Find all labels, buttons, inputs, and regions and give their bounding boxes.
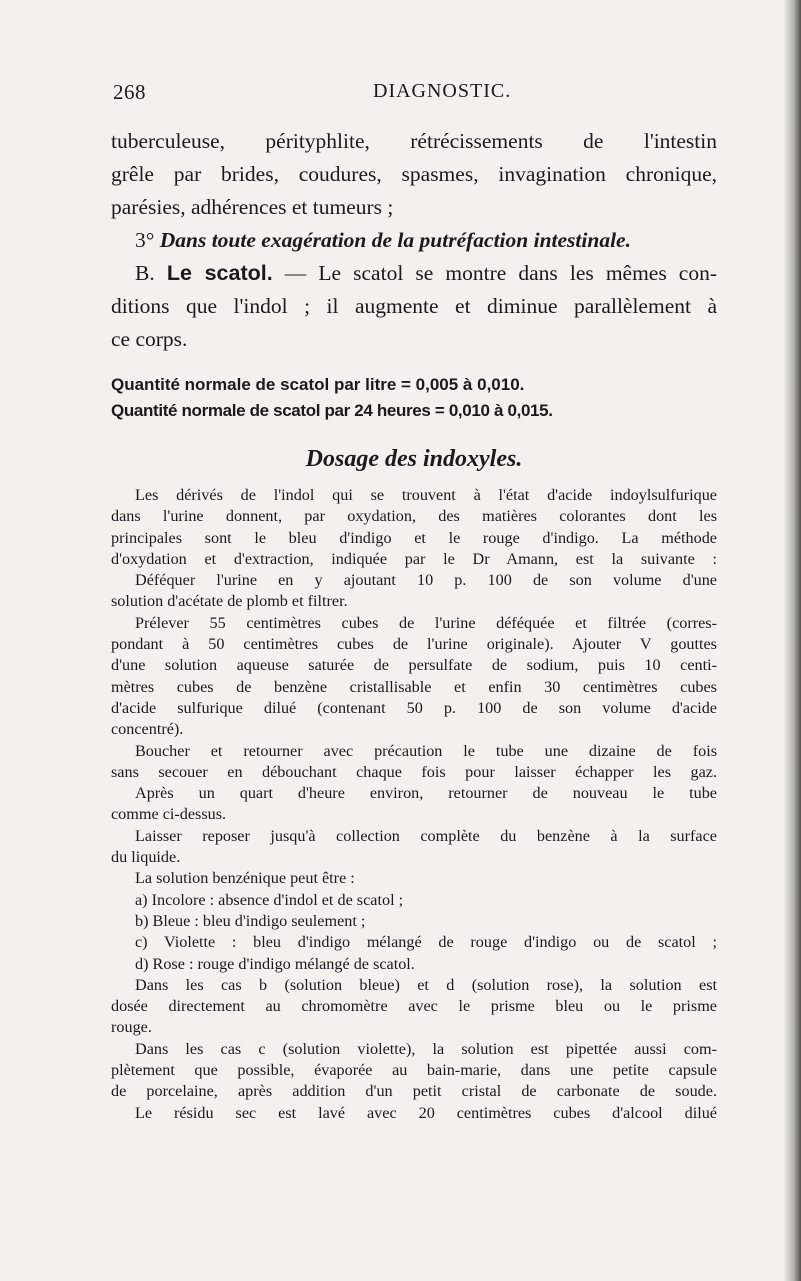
text-line: b) Bleue : bleu d'indigo seulement ; xyxy=(135,911,366,930)
text-line: Les dérivés de l'indol qui se trouvent à l'état d'acide indoylsulfurique xyxy=(135,486,717,504)
text-line: Le résidu sec est lavé avec 20 centimètres cubes d'alcool dilué xyxy=(135,1103,717,1122)
text-line: comme ci-dessus. xyxy=(111,805,227,824)
text-line: dans l'urine donnent, par oxydation, des matières colorantes dont les xyxy=(111,507,717,526)
text-line: Après un quart d'heure environ, retourner de nouveau le tube xyxy=(135,784,717,803)
item-3 xyxy=(111,224,717,257)
page-body xyxy=(111,125,717,1124)
text-line: d'oxydation et d'extraction, indiquée par le Dr Amann, est la suivante : xyxy=(111,549,717,568)
item-3-number: 3° xyxy=(135,228,155,252)
scatol-line: ce corps. xyxy=(111,327,188,351)
text-line: mètres cubes de benzène cristallisable et enfin 30 centimètres cubes xyxy=(111,677,717,696)
item-3-text: Dans toute exagération de la putréfaction intestinale. xyxy=(159,228,631,252)
text-line: concentré). xyxy=(111,720,184,739)
running-title: DIAGNOSTIC. xyxy=(373,80,512,102)
quantities-block xyxy=(111,372,717,424)
section-heading: Dosage des indoxyles. xyxy=(305,446,523,472)
page-edge-shadow xyxy=(783,0,801,1281)
text-line: Dans les cas b (solution bleue) et d (solution rose), la solution est xyxy=(135,975,717,994)
page-header xyxy=(0,80,801,110)
text-line: Boucher et retourner avec précaution le tube une dizaine de fois xyxy=(135,741,717,760)
text-line: Dans les cas c (solution violette), la solution est pipettée aussi com- xyxy=(135,1039,717,1058)
quantity-per-litre: Quantité normale de scatol par litre = 0,005 à 0,010. xyxy=(111,375,525,394)
text-line: plètement que possible, évaporée au bain-marie, dans une petite capsule xyxy=(111,1061,717,1080)
intro-line: parésies, adhérences et tumeurs ; xyxy=(111,195,394,219)
text-line: rouge. xyxy=(111,1018,152,1037)
quantity-per-24h: Quantité normale de scatol par 24 heures = 0,010 à 0,015. xyxy=(111,401,553,420)
scatol-line: ditions que l'indol ; il augmente et diminue parallèlement à xyxy=(111,294,717,318)
text-line: Déféquer l'urine en y ajoutant 10 p. 100 de son volume d'une xyxy=(135,571,717,590)
text-line: d'une solution aqueuse saturée de persulfate de sodium, puis 10 centi- xyxy=(111,656,717,675)
scatol-term: Le scatol. xyxy=(166,261,273,285)
text-line: d'acide sulfurique dilué (contenant 50 p. 100 de son volume d'acide xyxy=(111,698,717,717)
text-line: pondant à 50 centimètres cubes de l'urine originale). Ajouter V gouttes xyxy=(111,635,717,654)
scatol-line xyxy=(111,257,717,290)
text-line: du liquide. xyxy=(111,848,181,867)
intro-paragraph xyxy=(111,125,717,356)
page-number: 268 xyxy=(113,80,146,104)
text-line: principales sont le bleu d'indigo et le rouge d'indigo. La méthode xyxy=(111,528,717,547)
dosage-text xyxy=(111,485,717,1124)
text-line: Prélever 55 centimètres cubes de l'urine déféquée et filtrée (corres- xyxy=(135,613,717,632)
text-line: de porcelaine, après addition d'un petit cristal de carbonate de soude. xyxy=(111,1082,717,1101)
text-line: solution d'acétate de plomb et filtrer. xyxy=(111,592,348,611)
text-line: d) Rose : rouge d'indigo mélangé de scatol. xyxy=(135,954,415,973)
text-line: sans secouer en débouchant chaque fois pour laisser échapper les gaz. xyxy=(111,762,717,781)
scatol-text: — Le scatol se montre dans les mêmes con- xyxy=(284,261,718,285)
intro-line: grêle par brides, coudures, spasmes, invagination chronique, xyxy=(111,162,717,186)
text-line: c) Violette : bleu d'indigo mélangé de rouge d'indigo ou de scatol ; xyxy=(135,933,717,952)
scatol-label: B. xyxy=(135,261,155,285)
text-line: La solution benzénique peut être : xyxy=(135,869,355,888)
intro-line: tuberculeuse, pérityphlite, rétrécissements de l'intestin xyxy=(111,129,717,153)
text-line: dosée directement au chromomètre avec le prisme bleu ou le prisme xyxy=(111,997,717,1016)
text-line: Laisser reposer jusqu'à collection complète du benzène à la surface xyxy=(135,826,717,845)
text-line: a) Incolore : absence d'indol et de scatol ; xyxy=(135,890,404,909)
